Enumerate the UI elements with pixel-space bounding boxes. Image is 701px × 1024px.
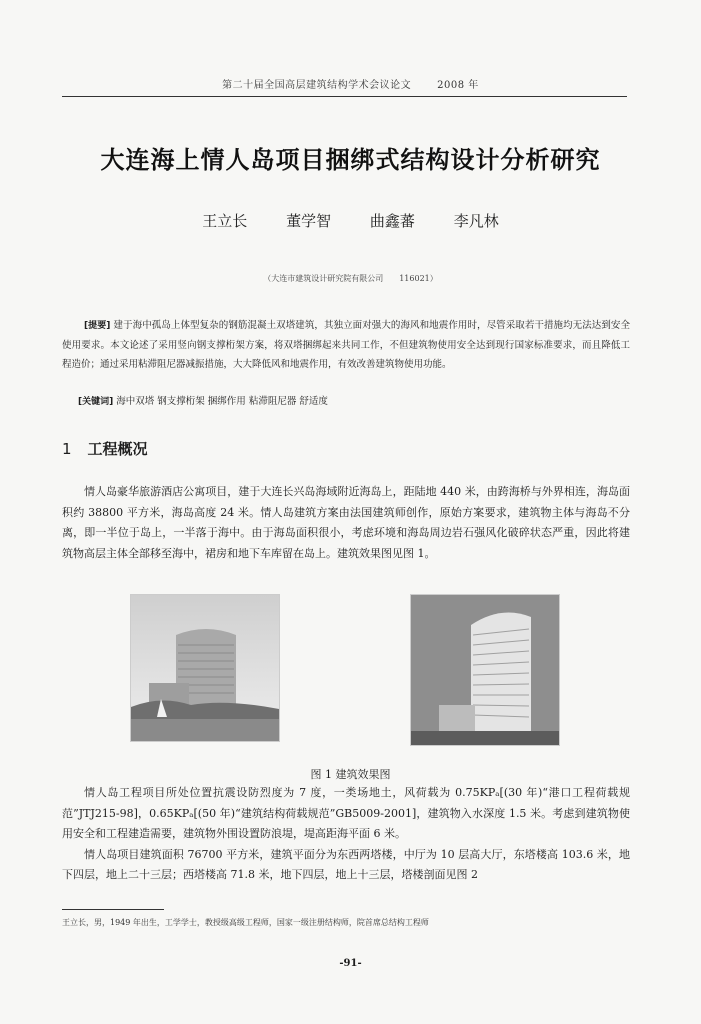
author-footnote: 王立长，男，1949 年出生，工学学士，教授级高级工程师，国家一级注册结构师，院首席总结构工程师 — [62, 918, 429, 927]
abstract-text: 建于海中孤岛上体型复杂的钢筋混凝土双塔建筑，其独立面对强大的海风和地震作用时，尽管采取若干措施均无法达到安全使用要求。本文论述了采用竖向钢支撑桁架方案，将双塔捆绑起来共同工作，不但建筑物使用安全达到现行国家标准要求，而且降低工程造价；通过采用粘滞阻尼器减振措施，大大降低风和地震作用，有效改善建筑物使用功能。 — [62, 320, 630, 370]
figure-caption: 图 1 建筑效果图 — [310, 768, 391, 781]
keywords — [78, 392, 630, 412]
header-rule — [62, 96, 627, 97]
page-number: -91- — [339, 958, 362, 969]
footnote-rule — [62, 909, 164, 910]
section-heading — [62, 438, 148, 459]
author-list — [0, 210, 701, 231]
affiliation-zip: 116021） — [399, 274, 438, 283]
section-title: 工程概况 — [87, 440, 148, 458]
section-number: 1 — [62, 440, 72, 458]
running-header — [0, 76, 701, 91]
affiliation — [0, 273, 701, 284]
author-2: 董学智 — [286, 212, 332, 230]
paragraph-2: 情人岛工程项目所处位置抗震设防烈度为 7 度，一类场地土，风荷载为 0.75KPₐ[(30 年)“港口工程荷载规范”JTJ215-98]，0.65KPₐ[(50 年)“建筑结构荷载规范”GB5009-2001]，建筑物入水深度 1.5 米。考虑到建筑物使用安全和工程建造需要，建筑物外围设置防浪堤，堤高距海平面 6 米。 — [62, 786, 630, 840]
header-year: 2008 年 — [437, 80, 479, 91]
figure-image-1 — [130, 594, 280, 742]
author-1: 王立长 — [202, 212, 248, 230]
paragraph-3: 情人岛项目建筑面积 76700 平方米，建筑平面分为东西两塔楼，中厅为 10 层高大厅，东塔楼高 103.6 米，地下四层，地上二十三层；西塔楼高 71.8 米，地下四层，地上十三层，塔楼剖面见图 2 — [62, 847, 630, 881]
author-4: 李凡林 — [453, 212, 499, 230]
figure-image-2 — [410, 594, 560, 746]
abstract — [62, 316, 630, 374]
paragraph-1: 情人岛豪华旅游酒店公寓项目，建于大连长兴岛海域附近海岛上，距陆地 440 米，由跨海桥与外界相连，海岛面积约 38800 平方米，海岛高度 24 米。情人岛建筑方案由法国建筑师创作，原始方案要求，建筑物主体与海岛不分离，即一半位于岛上，一半落于海中。由于海岛面积很小，考虑环境和海岛周边岩石强风化破碎状态严重，因此将建筑物高层主体全部移至海中，裙房和地下车库留在岛上。建筑效果图见图 1。 — [62, 485, 630, 560]
body-continued — [62, 783, 630, 886]
keywords-label: [关键词] — [78, 397, 114, 407]
affiliation-org: （大连市建筑设计研究院有限公司 — [263, 274, 384, 283]
abstract-label: [提要] — [84, 321, 111, 331]
author-3: 曲鑫蕃 — [369, 212, 415, 230]
proceedings-title: 第二十届全国高层建筑结构学术会议论文 — [222, 80, 412, 91]
keywords-text: 海中双塔 钢支撑桁架 捆绑作用 粘滞阻尼器 舒适度 — [116, 396, 328, 407]
paper-title: 大连海上情人岛项目捆绑式结构设计分析研究 — [100, 146, 601, 174]
